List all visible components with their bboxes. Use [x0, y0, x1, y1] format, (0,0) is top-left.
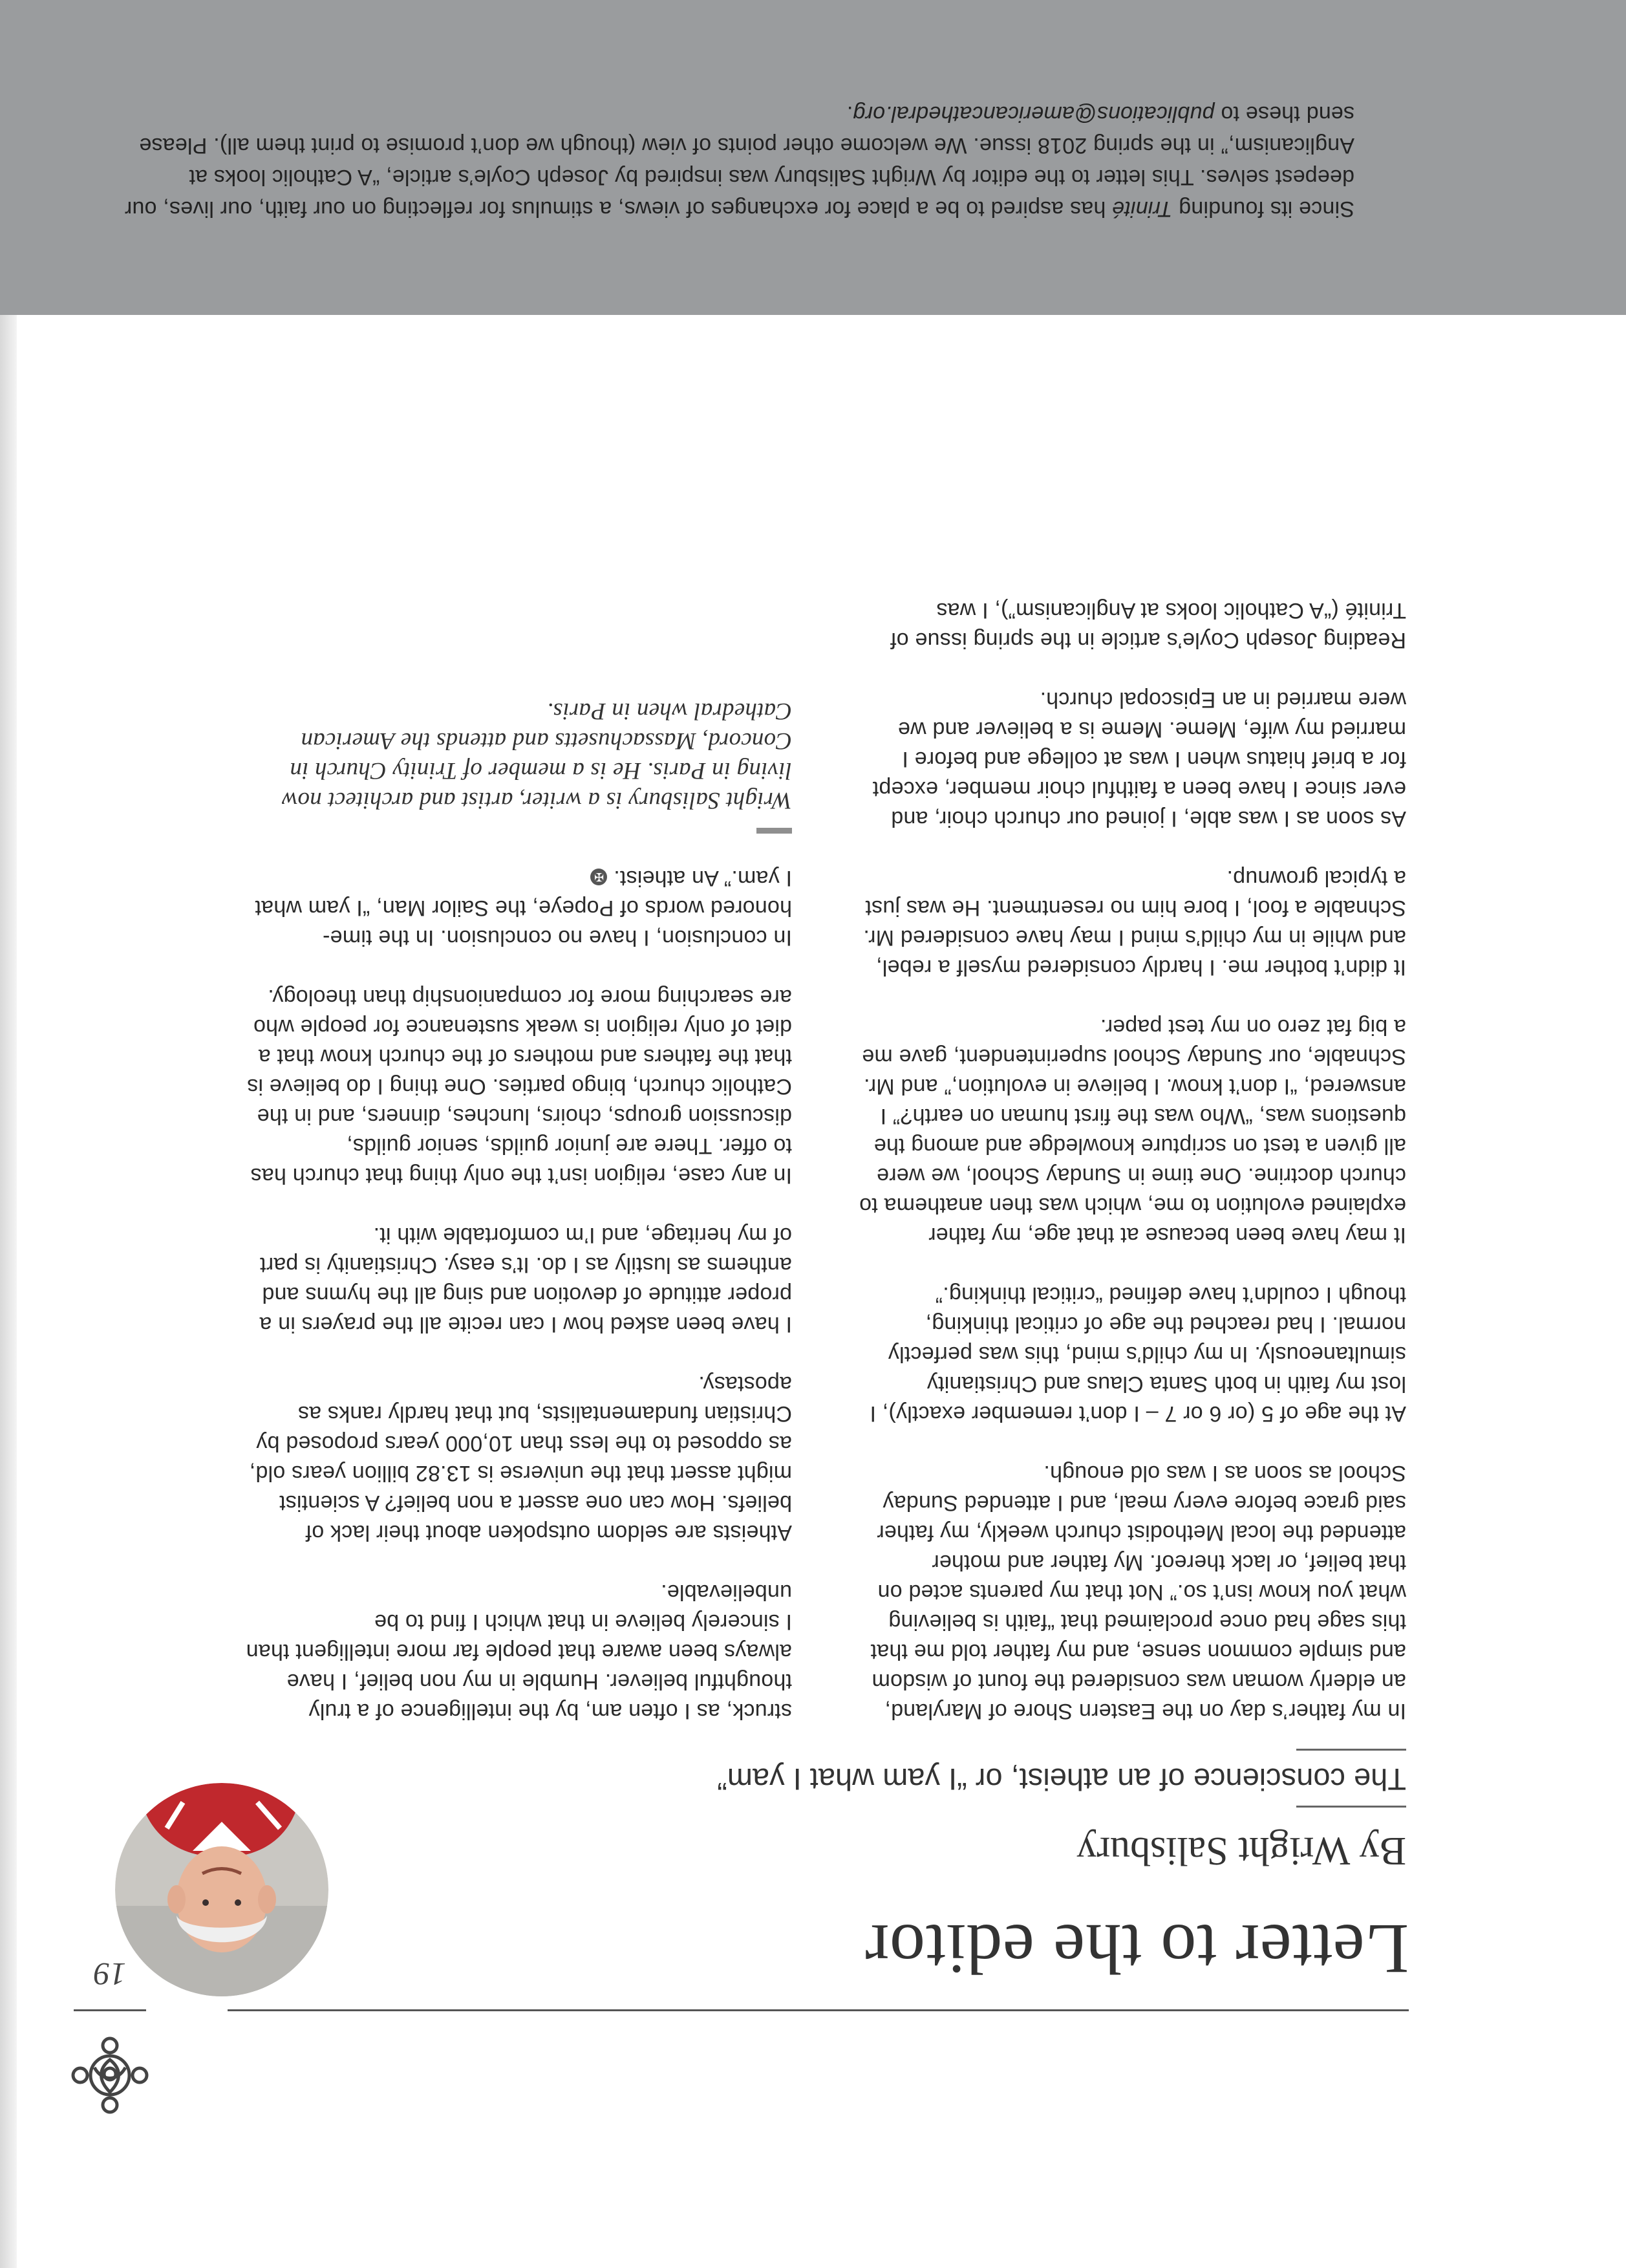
body-paragraph: It may have been because at that age, my father explained evolution to me, which was then anathema to church doctrine. One time in Sunday School, we were all given a test on scripture knowledge and among the questions was, “Who was the first human on earth?” I answered, “I don’t know. I believe in evolution,” and Mr. Schnable, our Sunday School superintendent, gave me a big fat zero on my test paper. [859, 1015, 1406, 1247]
bio-rule [756, 828, 792, 834]
page-title: Letter to the editor [864, 1910, 1409, 1989]
author-photo [115, 1783, 328, 1996]
page-number: 19 [94, 1956, 126, 1993]
editor-note-text: . [846, 102, 853, 126]
body-paragraph: struck, as I often am, by the intelligence of a truly thoughtful believer. Humble in my non belief, I have always been aware that people far more intelligent than I sincerely believe in that which I find to be unbelievable. [246, 1580, 792, 1723]
subtitle-rule-top [1296, 1806, 1406, 1808]
body-paragraph: It didn’t bother me. I hardly considered myself a rebel, and while in my child’s mind I may have considered Mr. Schnable a fool, I bore him no resentment. He was just a typical grownup. [863, 866, 1406, 980]
byline: By Wright Salisbury [1076, 1829, 1406, 1873]
body-paragraph: Atheists are seldom outspoken about their lack of beliefs. How can one assert a non belief? A scientist might assert that the universe is 13.82 billion years old, as opposed to the less than 10,000 years proposed by Christian fundamentalists, but that hardly ranks as apostasy. [249, 1372, 792, 1545]
header-rule [228, 2009, 1409, 2011]
body-paragraph: As soon as I was able, I joined our church choir, and ever since I have been a faithful choir member, except for a brief hiatus when I was at college and before I married my wife, Meme. Meme is a believer and we were married in an Episcopal church. [872, 687, 1406, 831]
contact-email: publications@americancathedral.org [853, 102, 1215, 126]
scan-edge [0, 0, 17, 2268]
body-paragraph: In my father’s day on the Eastern Shore of Maryland, an elderly woman was considered the fount of wisdom and simple common sense, and my father told me that this sage had once proclaimed that “faith is believing what you know isn’t so.” Not that my parents acted on that belief, or lack thereof. My father and mother attended the local Methodist church weekly, my father said grace before every meal, and I attended Sunday School as soon as I was old enough. [870, 1461, 1406, 1723]
editor-note-text: Since its founding [1172, 197, 1354, 221]
article-subtitle: The conscience of an atheist, or “I yam what I yam” [717, 1762, 1406, 1797]
body-column-left [858, 566, 1406, 1726]
body-column-right [244, 696, 792, 1726]
header-rule-right [74, 2009, 146, 2011]
author-bio: Wright Salisbury is a writer, artist and architect now living in Paris. He is a member of Trinity Church in Concord, Massachusetts and attends the American Cathedral when in Paris. [281, 698, 792, 814]
body-paragraph: At the age of 5 (or 6 or 7 – I don’t remember exactly), I lost my faith in both Santa Claus and Christianity simultaneously. In my child’s mind, this was perfectly normal. I had reached the age of critical thinking, though I couldn’t have defined “critical thinking.” [870, 1282, 1406, 1426]
body-paragraph: Reading Joseph Coyle’s article in the spring issue of Trinité (“A Catholic looks at Anglicanism”), I was [890, 598, 1406, 653]
body-paragraph: In any case, religion isn’t the only thing that church has to offer. There are junior guilds, senior guilds, discussion groups, choirs, lunches, dinners, and in the Catholic church, bingo parties. One thing I do believe is that the fathers and mothers of the church know that a diet of only religion is weak sustenance for people who are searching more for companionship than theology. [247, 985, 792, 1188]
end-mark-icon: ✠ [590, 869, 607, 885]
subtitle-rule-bottom [1296, 1749, 1406, 1751]
trinity-knot-icon [71, 2036, 149, 2114]
editor-note [123, 98, 1354, 224]
closing-paragraph [244, 863, 792, 953]
closing-text: In conclusion, I have no conclusion. In the time-honored words of Popeye, the Sailor Man, “I yam what I yam.” An atheist. [255, 866, 792, 950]
editor-note-text: has aspired to be a place for exchanges of views, a stimulus for reflecting on our faith, our lives, our deepest selves. This letter to the editor by Wright Salisbury was inspired by Joseph Coyle’s article, “A Catholic looks at Anglicanism,” in the spring 2018 issue. We welcome other points of view (though we don’t promise to print them all). Please send these to [124, 102, 1354, 221]
body-paragraph: I have been asked how I can recite all the prayers in a proper attitude of devotion and sing all the hymns and anthems as lustily as I do. It’s easy. Christianity is part of my heritage, and I’m comfortable with it. [259, 1223, 792, 1337]
publication-name: Trinité [1112, 197, 1173, 221]
